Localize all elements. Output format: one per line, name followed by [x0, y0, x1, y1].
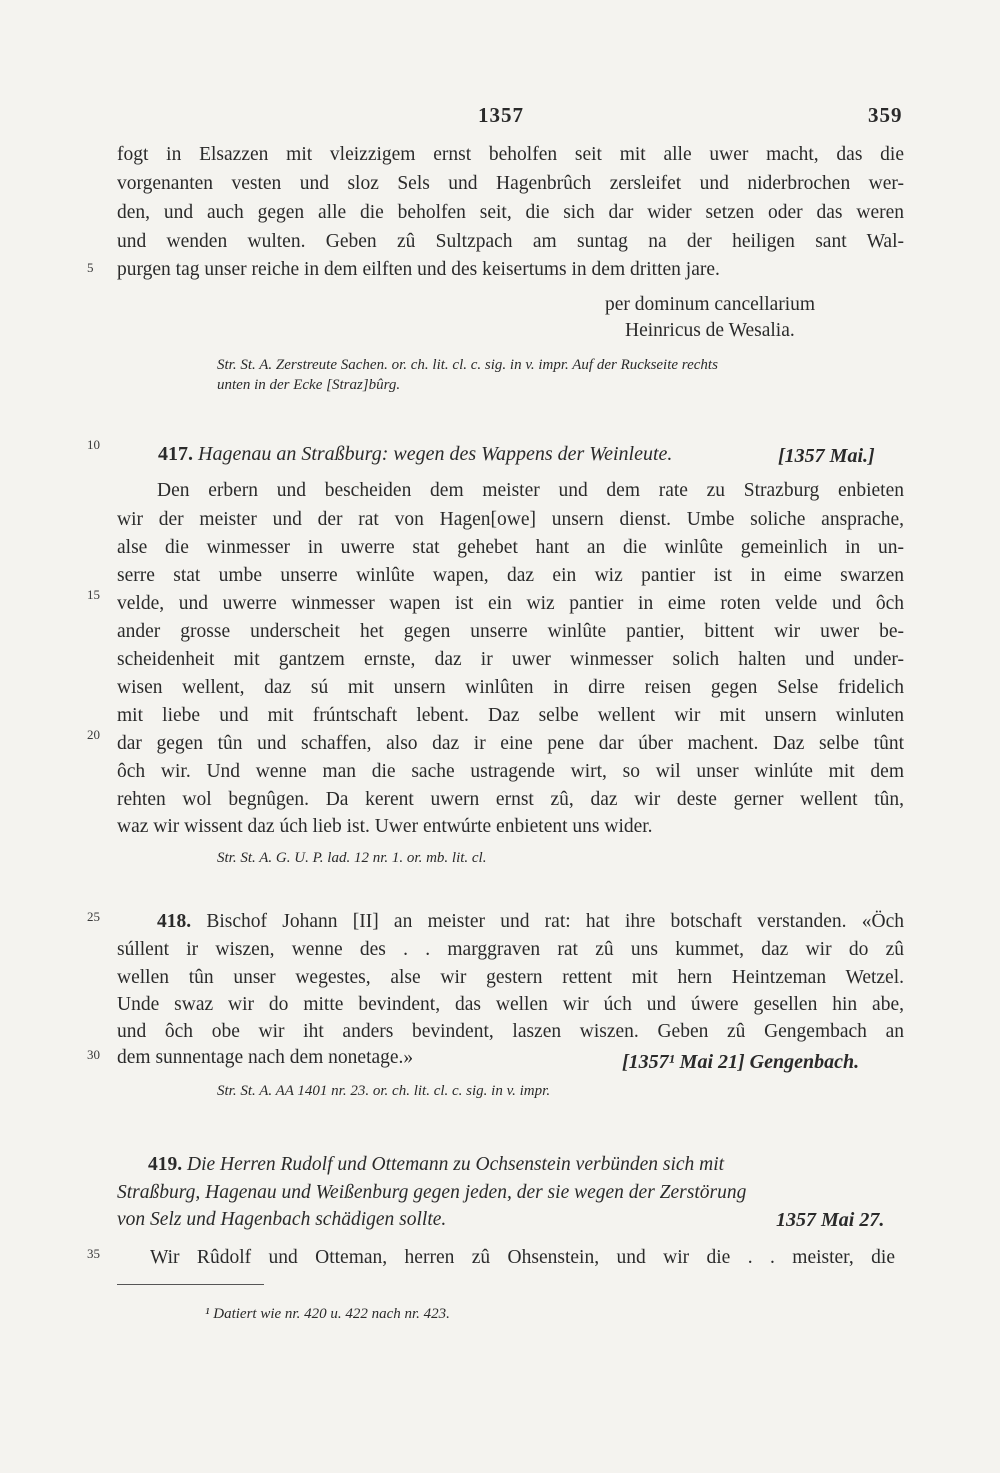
text-line: waz wir wissent daz úch lieb ist. Uwer entwúrte enbietent uns wider.	[117, 816, 653, 837]
signature-line: Heinricus de Wesalia.	[625, 320, 795, 341]
document-418-first-line	[157, 909, 904, 935]
source-note: Str. St. A. Zerstreute Sachen. or. ch. lit. cl. c. sig. in v. impr. Auf der Ruckseite rechts	[217, 357, 718, 373]
text-line: Den erbern und bescheiden dem meister und dem rate zu Strazburg enbieten	[157, 480, 904, 501]
signature-line: per dominum cancellarium	[605, 294, 816, 315]
document-heading-417	[158, 441, 672, 468]
line-number: 15	[87, 587, 100, 602]
line-number: 35	[87, 1246, 100, 1261]
text-line: súllent ir wiszen, wenne des . . marggraven rat zû uns kummet, daz wir do zû	[117, 939, 904, 960]
document-title: Hagenau an Straßburg: wegen des Wappens der Weinleute.	[198, 443, 673, 465]
text-line: den, und auch gegen alle die beholfen seit, die sich dar wider setzen oder das weren	[117, 202, 904, 223]
line-number: 10	[87, 437, 100, 452]
text-line: mit liebe und mit frúntschaft lebent. Daz selbe wellent wir mit unsern winluten	[117, 705, 904, 726]
text-line: Wir Rûdolf und Otteman, herren zû Ohsenstein, und wir die . . meister, die	[150, 1247, 895, 1268]
text-line: scheidenheit mit gantzem ernste, daz ir uwer winmesser solich halten und under-	[117, 649, 904, 670]
text-line: serre stat umbe unserre winlûte wapen, daz ein wiz pantier ist in eime swarzen	[117, 565, 904, 586]
document-heading-419	[148, 1151, 724, 1178]
source-note: unten in der Ecke [Straz]bûrg.	[217, 377, 401, 393]
text-line: Unde swaz wir do mitte bevindent, das wellen wir úch und úwere gesellen hin abe,	[117, 994, 904, 1015]
text-line: dem sunnentage nach dem nonetage.»	[117, 1047, 414, 1068]
text-line: rehten wol begnûgen. Da kerent uwern ernst zû, daz wir deste gerner wellent tûn,	[117, 789, 904, 810]
text-line: und ôch obe wir iht anders bevindent, laszen wiszen. Geben zû Gengembach an	[117, 1021, 904, 1042]
document-number: 419.	[148, 1154, 183, 1175]
footnote-rule	[117, 1284, 264, 1285]
text-line: wir der meister und der rat von Hagen[owe] unsern dienst. Umbe soliche ansprache,	[117, 509, 904, 530]
source-note: Str. St. A. G. U. P. lad. 12 nr. 1. or. mb. lit. cl.	[217, 850, 487, 866]
footnote: ¹ Datiert wie nr. 420 u. 422 nach nr. 423.	[205, 1306, 450, 1322]
document-title: von Selz und Hagenbach schädigen sollte.	[117, 1209, 447, 1230]
text-line: und wenden wulten. Geben zû Sultzpach am suntag na der heiligen sant Wal-	[117, 231, 904, 252]
text-line: dar gegen tûn und schaffen, also daz ir eine pene dar úber machent. Daz selbe tûnt	[117, 733, 904, 754]
text-line: ander grosse underscheit het gegen unserre winlûte pantier, bittent wir uwer be-	[117, 621, 904, 642]
text-line: vorgenanten vesten und sloz Sels und Hagenbrûch zersleifet und niderbrochen wer-	[117, 173, 904, 194]
document-title: Straßburg, Hagenau und Weißenburg gegen jeden, der sie wegen der Zerstörung	[117, 1182, 747, 1203]
text-line: wellen tûn unser wegestes, alse wir gestern rettent mit hern Heintzeman Wetzel.	[117, 967, 904, 988]
document-date: [1357¹ Mai 21] Gengenbach.	[622, 1051, 860, 1073]
text-line: purgen tag unser reiche in dem eilften und des keisertums in dem dritten jare.	[117, 259, 720, 280]
text-line: Bischof Johann [II] an meister und rat: hat ihre botschaft verstanden. «Öch	[206, 911, 905, 932]
source-note: Str. St. A. AA 1401 nr. 23. or. ch. lit. cl. c. sig. in v. impr.	[217, 1083, 551, 1099]
running-head-year: 1357	[478, 103, 524, 127]
document-date: 1357 Mai 27.	[776, 1209, 885, 1231]
text-line: alse die winmesser in uwerre stat gehebet hant an die winlûte gemeinlich in un-	[117, 537, 904, 558]
line-number: 25	[87, 909, 100, 924]
line-number: 20	[87, 727, 100, 742]
text-line: fogt in Elsazzen mit vleizzigem ernst beholfen seit mit alle uwer macht, das die	[117, 144, 904, 165]
document-number: 417.	[158, 443, 193, 465]
document-number: 418.	[157, 911, 192, 932]
page-number: 359	[868, 103, 903, 127]
text-line: wisen wellent, daz sú mit unsern winlûten in dirre reisen gegen Selse fridelich	[117, 677, 904, 698]
line-number: 5	[87, 260, 94, 275]
document-title: Die Herren Rudolf und Ottemann zu Ochsenstein verbünden sich mit	[187, 1154, 725, 1175]
document-date: [1357 Mai.]	[778, 445, 875, 467]
text-line: velde, und uwerre winmesser wapen ist ein wiz pantier in eime roten velde und ôch	[117, 593, 904, 614]
line-number: 30	[87, 1047, 100, 1062]
text-line: ôch wir. Und wenne man die sache ustragende wirt, so wil unser winlúte mit dem	[117, 761, 904, 782]
